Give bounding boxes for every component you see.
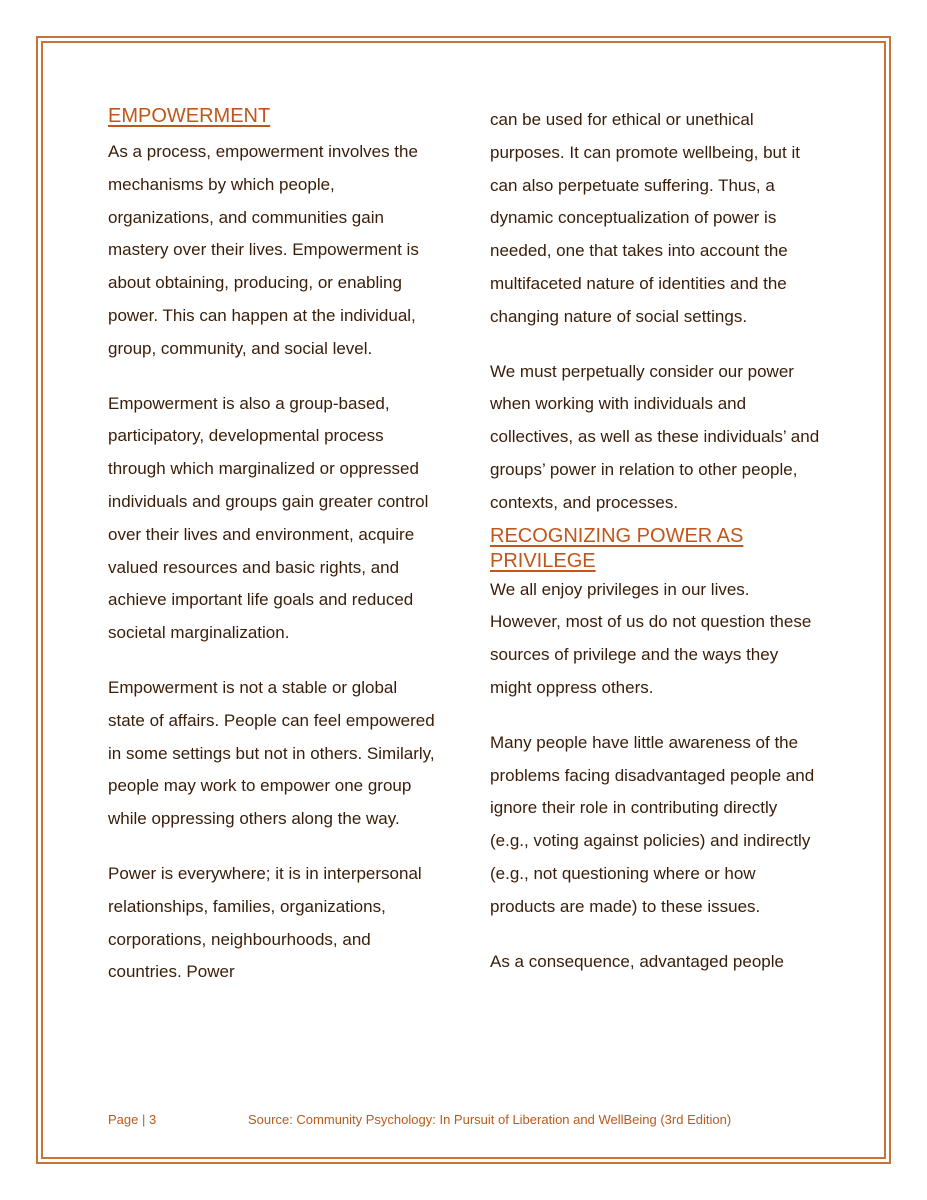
paragraph: Power is everywhere; it is in interpersonal relationships, families, organizations, corporations, neighbourhoods, and countries. Power [108, 863, 422, 982]
page-number: Page | 3 [108, 1112, 157, 1127]
paragraph: As a consequence, advantaged people [490, 951, 784, 971]
paragraph: Empowerment is not a stable or global state of affairs. People can feel empowered in some settings but not in others. Similarly, people may work to empower one group while oppressing others along the way. [108, 677, 435, 829]
paragraph: can be used for ethical or unethical purposes. It can promote wellbeing, but it can also perpetuate suffering. Thus, a dynamic conceptualization of power is needed, one that takes into account the multifaceted nature of identities and the changing nature of social settings. [490, 110, 800, 326]
left-column [108, 104, 438, 989]
paragraph: As a process, empowerment involves the mechanisms by which people, organizations, and communities gain mastery over their lives. Empowerment is about obtaining, producing, or enabling power. This can happen at the individual, group, community, and social level. [108, 142, 419, 358]
source-citation: Source: Community Psychology: In Pursuit of Liberation and WellBeing (3rd Edition) [248, 1112, 732, 1127]
right-column [490, 104, 820, 978]
section-heading-privilege: RECOGNIZING POWER AS PRIVILEGE [490, 524, 744, 572]
paragraph: We must perpetually consider our power when working with individuals and collectives, as well as these individuals’ and groups’ power in relation to other people, contexts, and processes. [490, 361, 820, 512]
paragraph: We all enjoy privileges in our lives. However, most of us do not question these sources of privilege and the ways they might oppress others. [490, 579, 812, 697]
section-heading-empowerment: EMPOWERMENT [108, 105, 271, 127]
paragraph: Many people have little awareness of the problems facing disadvantaged people and ignore their role in contributing directly (e.g., voting against policies) and indirectly (e.g., not questioning where or how products are made) to these issues. [490, 732, 815, 916]
paragraph: Empowerment is also a group-based, participatory, developmental process through which marginalized or oppressed individuals and groups gain greater control over their lives and environment, acquire valued resources and basic rights, and achieve important life goals and reduced societal marginalization. [108, 393, 429, 643]
